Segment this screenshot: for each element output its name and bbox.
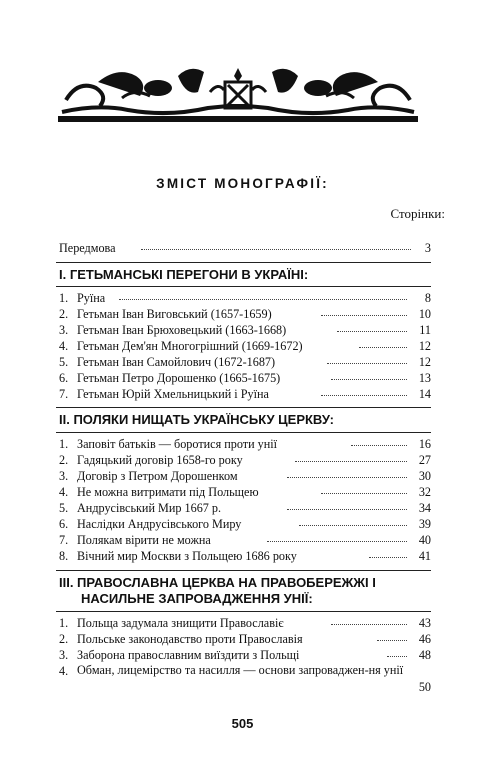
dot-leader <box>141 249 411 250</box>
dot-leader <box>359 347 407 348</box>
section-heading: ІІ. ПОЛЯКИ НИЩАТЬ УКРАЇНСЬКУ ЦЕРКВУ: <box>59 412 334 427</box>
list-item <box>59 370 431 386</box>
item-number: 4. <box>59 485 69 499</box>
item-page: 27 <box>418 453 431 467</box>
dot-leader <box>321 315 407 316</box>
divider <box>56 611 431 612</box>
divider <box>56 432 431 433</box>
item-page: 3 <box>424 241 431 255</box>
item-label: Гетьман Іван Самойлович (1672-1687) <box>77 355 276 369</box>
item-label: Гадяцький договір 1658-го року <box>77 453 243 467</box>
item-number: 3. <box>59 648 69 662</box>
item-number: 4. <box>59 664 69 678</box>
list-item <box>59 647 431 663</box>
pages-column-header: Сторінки: <box>390 206 445 221</box>
dot-leader <box>377 640 407 641</box>
list-item <box>59 452 431 468</box>
item-label: Заповіт батьків — боротися проти унії <box>77 437 278 451</box>
item-number: 3. <box>59 469 69 483</box>
dot-leader <box>295 461 407 462</box>
item-number: 5. <box>59 355 69 369</box>
dot-leader <box>321 395 407 396</box>
item-page: 48 <box>418 648 431 662</box>
dot-leader <box>331 624 407 625</box>
item-label: Не можна витримати під Польщею <box>77 485 259 499</box>
list-item <box>59 468 431 484</box>
item-page: 46 <box>418 632 431 646</box>
dot-leader <box>321 493 407 494</box>
list-item <box>59 663 431 695</box>
list-item <box>59 306 431 322</box>
dot-leader <box>119 299 407 300</box>
divider <box>56 407 431 408</box>
divider <box>56 286 431 287</box>
item-page: 32 <box>418 485 431 499</box>
item-number: 3. <box>59 323 69 337</box>
dot-leader <box>287 477 407 478</box>
item-number: 8. <box>59 549 69 563</box>
item-page: 39 <box>418 517 431 531</box>
item-page: 12 <box>418 355 431 369</box>
item-number: 2. <box>59 307 69 321</box>
dot-leader <box>327 363 407 364</box>
item-number: 2. <box>59 632 69 646</box>
item-label: Гетьман Іван Брюховецький (1663-1668) <box>77 323 287 337</box>
item-label: Польща задумала знищити Православіє <box>77 616 284 630</box>
ornament-header-icon <box>58 62 418 122</box>
page-number: 505 <box>231 716 254 731</box>
item-number: 1. <box>59 291 69 305</box>
item-label: Вічний мир Москви з Польщею 1686 року <box>77 549 297 563</box>
item-label: Договір з Петром Дорошенком <box>77 469 238 483</box>
item-page: 13 <box>418 371 431 385</box>
list-item <box>59 631 431 647</box>
item-label: Гетьман Юрій Хмельницький і Руїна <box>77 387 269 401</box>
list-item <box>59 516 431 532</box>
list-item <box>59 532 431 548</box>
item-label: Обман, лицемірство та насилля — основи запроваджен-ня унії <box>77 663 404 677</box>
dot-leader <box>369 557 407 558</box>
item-number: 6. <box>59 517 69 531</box>
item-page: 10 <box>418 307 431 321</box>
item-page: 41 <box>418 549 431 563</box>
section-heading-continued: НАСИЛЬНЕ ЗАПРОВАДЖЕННЯ УНІЇ: <box>81 591 313 606</box>
list-item <box>59 240 431 256</box>
item-number: 1. <box>59 616 69 630</box>
section-heading: І. ГЕТЬМАНСЬКІ ПЕРЕГОНИ В УКРАЇНІ: <box>59 267 309 282</box>
list-item <box>59 548 431 564</box>
section-heading: ІІІ. ПРАВОСЛАВНА ЦЕРКВА НА ПРАВОБЕРЕЖЖІ І <box>59 575 376 590</box>
item-number: 6. <box>59 371 69 385</box>
item-label: Гетьман Петро Дорошенко (1665-1675) <box>77 371 281 385</box>
item-page: 34 <box>418 501 431 515</box>
item-page: 40 <box>418 533 431 547</box>
list-item <box>59 615 431 631</box>
item-label: Гетьман Дем'ян Многогрішний (1669-1672) <box>77 339 303 353</box>
dot-leader <box>331 379 407 380</box>
item-page: 11 <box>419 323 431 337</box>
list-item <box>59 338 431 354</box>
item-label: Руїна <box>77 291 106 305</box>
divider <box>56 262 431 263</box>
item-page: 16 <box>418 437 431 451</box>
list-item <box>59 290 431 306</box>
item-label: Наслідки Андрусівського Миру <box>77 517 242 531</box>
dot-leader <box>287 509 407 510</box>
item-label: Андрусівський Мир 1667 р. <box>77 501 222 515</box>
dot-leader <box>267 541 407 542</box>
item-number: 4. <box>59 339 69 353</box>
list-item <box>59 500 431 516</box>
item-page: 30 <box>418 469 431 483</box>
divider <box>56 570 431 571</box>
item-label: Заборона православним виїздити з Польщі <box>77 648 300 662</box>
dot-leader <box>299 525 407 526</box>
dot-leader <box>337 331 407 332</box>
list-item <box>59 484 431 500</box>
dot-leader <box>351 445 407 446</box>
list-item <box>59 322 431 338</box>
item-page: 50 <box>418 680 431 694</box>
item-page: 14 <box>418 387 431 401</box>
item-number: 7. <box>59 533 69 547</box>
item-label: Гетьман Іван Виговський (1657-1659) <box>77 307 272 321</box>
item-number: 2. <box>59 453 69 467</box>
page-title: ЗМІСТ МОНОГРАФІЇ: <box>156 176 329 191</box>
item-page: 43 <box>418 616 431 630</box>
item-label: Польське законодавство проти Православія <box>77 632 303 646</box>
dot-leader <box>387 656 407 657</box>
list-item <box>59 354 431 370</box>
item-number: 7. <box>59 387 69 401</box>
item-label: Передмова <box>59 241 116 255</box>
item-number: 1. <box>59 437 69 451</box>
item-label: Полякам вірити не можна <box>77 533 211 547</box>
item-number: 5. <box>59 501 69 515</box>
item-page: 8 <box>424 291 431 305</box>
list-item <box>59 386 431 402</box>
item-page: 12 <box>418 339 431 353</box>
list-item <box>59 436 431 452</box>
